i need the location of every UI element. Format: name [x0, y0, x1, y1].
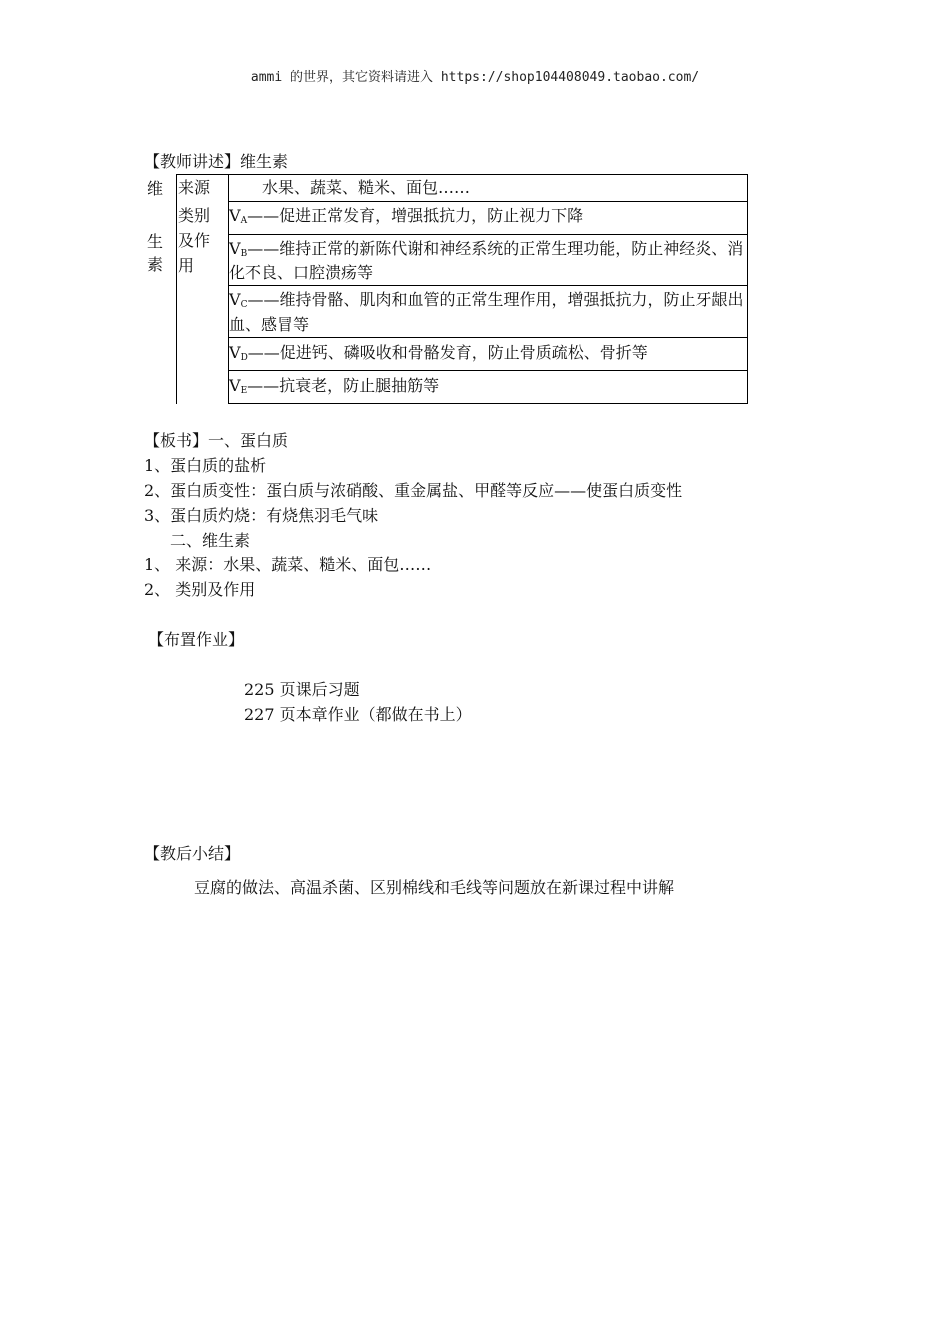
source-value: 水果、蔬菜、糙米、面包…… [262, 178, 471, 197]
board-item: 2、 类别及作用 [144, 580, 256, 599]
vitamin-table [144, 174, 748, 404]
row-header-char: 生 [146, 232, 163, 251]
vitamin-a-row: $V_A——$促进正常发育，增强抵抗力，防止视力下降 [229, 206, 584, 226]
summary-text: 豆腐的做法、高温杀菌、区别棉线和毛线等问题放在新课过程中讲解 [194, 878, 675, 897]
summary-title: 【教后小结】 [144, 844, 241, 863]
vitamin-c-row: $V_C——$维持骨骼、肌肉和血管的正常生理作用，增强抵抗力，防止牙龈出 [229, 290, 744, 310]
board-item: 2、蛋白质变性：蛋白质与浓硝酸、重金属盐、甲醛等反应——使蛋白质变性 [144, 481, 683, 500]
types-label-line: 用 [178, 256, 195, 275]
vitamin-d-row: $V_D——$促进钙、磷吸收和骨骼发育，防止骨质疏松、骨折等 [229, 343, 648, 363]
homework-item: 227 页本章作业（都做在书上） [244, 705, 472, 724]
source-label: 来源 [178, 178, 211, 197]
board-item: 1、 来源：水果、蔬菜、糙米、面包…… [144, 555, 432, 574]
vitamin-b-row: $V_B——$维持正常的新陈代谢和神经系统的正常生理功能，防止神经炎、消 [229, 239, 744, 259]
vitamin-e-row: $V_E——$抗衰老，防止腿抽筋等 [229, 376, 440, 396]
row-header-char: 素 [146, 255, 163, 274]
types-label-line: 类别 [178, 206, 211, 225]
homework-item: 225 页课后习题 [244, 680, 360, 699]
board-title: 【板书】一、蛋白质 [144, 431, 289, 450]
types-label-line: 及作 [178, 231, 211, 250]
homework-title: 【布置作业】 [148, 630, 245, 649]
vitamin-c-row-cont: 血、感冒等 [229, 315, 310, 334]
board-item: 1、蛋白质的盐析 [144, 456, 267, 475]
vitamin-b-row-cont: 化不良、口腔溃疡等 [229, 263, 374, 282]
teacher-section-title: 【教师讲述】维生素 [144, 152, 289, 171]
page-header: ammi 的世界，其它资料请进入 https://shop104408049.taobao.com/ [250, 70, 700, 85]
board-item: 3、蛋白质灼烧：有烧焦羽毛气味 [144, 506, 379, 525]
row-header-char: 维 [146, 179, 163, 198]
board-section2-title: 二、维生素 [170, 531, 251, 550]
